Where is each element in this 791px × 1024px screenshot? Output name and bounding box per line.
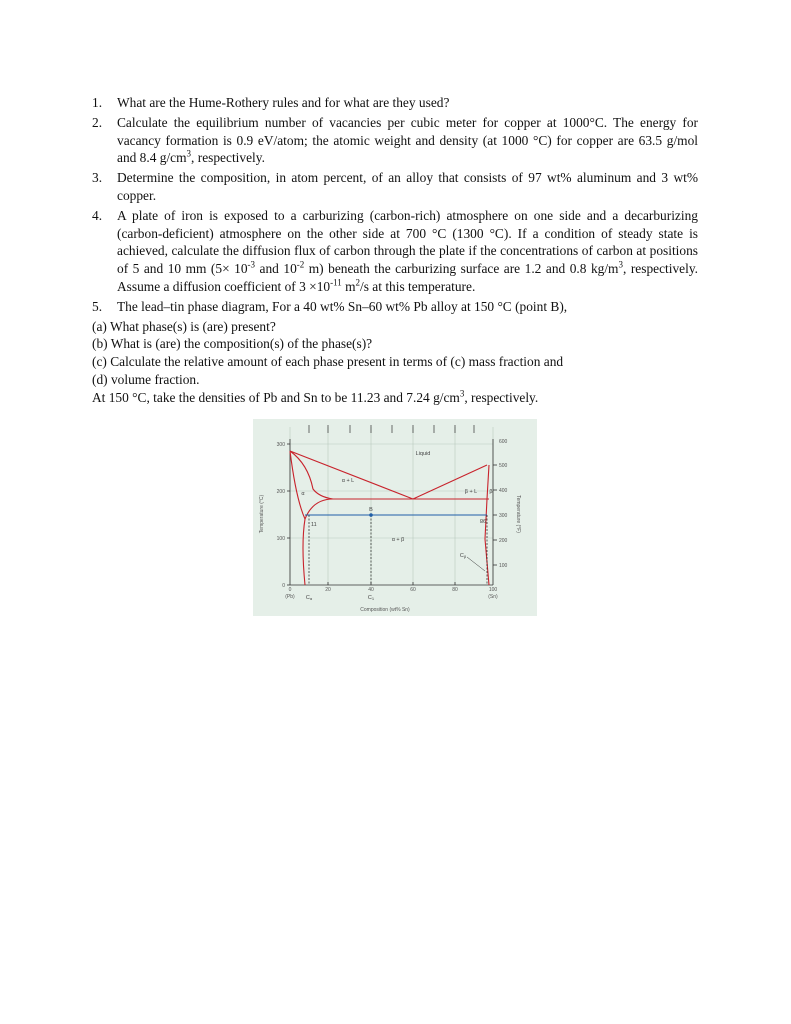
left-tick-label: 100 — [276, 536, 285, 542]
beta-solvus — [485, 465, 489, 585]
c1-label — [368, 595, 375, 601]
x-end-label-left: (Pb) — [285, 594, 295, 600]
region-alpha: α — [301, 491, 305, 497]
question-text: The lead–tin phase diagram, For a 40 wt% Sn–60 wt% Pb alloy at 150 °C (point B), — [117, 298, 568, 314]
superscript: -2 — [296, 259, 305, 270]
composition-markers — [309, 515, 487, 585]
question-1 — [92, 94, 698, 112]
x-end-label-right: (Sn) — [488, 594, 498, 600]
right-tick-label: 600 — [499, 439, 508, 445]
question-4 — [92, 207, 698, 296]
c-beta-label — [460, 553, 467, 559]
x-tick-label: 40 — [368, 587, 374, 593]
left-axis-title: Temperature (°C) — [259, 494, 265, 534]
x-tick-label: 60 — [410, 587, 416, 593]
right-tick-label: 400 — [499, 488, 508, 494]
point-b-dot — [369, 513, 373, 517]
c1-subscript: 1 — [371, 596, 375, 601]
superscript: 3 — [186, 148, 192, 159]
right-tick-label: 200 — [499, 538, 508, 544]
c1-letter: C — [367, 595, 372, 601]
c-beta-letter: C — [459, 553, 464, 559]
superscript: 3 — [459, 388, 465, 399]
axes — [287, 439, 497, 585]
c-beta-leader — [467, 557, 485, 571]
point-b-label: B — [369, 507, 373, 513]
x-axis-title: Composition (wt% Sn) — [360, 607, 410, 613]
phase-diagram-svg — [253, 419, 537, 616]
x-tick-label: 20 — [325, 587, 331, 593]
c-alpha-letter: C — [305, 595, 310, 601]
left-tick-label: 0 — [282, 583, 285, 589]
question-number: 4. — [92, 207, 103, 223]
region-alpha-beta: α + β — [391, 537, 405, 543]
question-text: What are the Hume-Rothery rules and for what are they used? — [117, 95, 450, 110]
superscript: 3 — [618, 259, 623, 270]
region-beta: β — [489, 489, 493, 495]
closing-note: At 150 °C, take the densities of Pb and Sn to be 11.23 and 7.24 $g/cm^3$, respectively. — [92, 388, 539, 405]
question-text: Determine the composition, in atom percent, of an alloy that consists of 97 wt% aluminum and 3 wt% copper. — [117, 170, 698, 203]
right-tick-label: 100 — [499, 563, 508, 569]
left-tick-label: 300 — [276, 442, 285, 448]
question-number: 3. — [92, 170, 103, 186]
question-number: 2. — [92, 114, 103, 130]
subpart-c: (c) Calculate the relative amount of each phase present in terms of (c) mass fraction and — [92, 354, 564, 370]
superscript: -3 — [247, 259, 256, 270]
question-text: Calculate the equilibrium number of vacancies per cubic meter for copper at 1000°C. The energy for vacancy formation is 0.9 eV/atom; the atomic weight and density (at 1000 °C) for copper are 63.5 g/mol and 8.4 $g/cm^3$, respectively. — [117, 114, 698, 166]
subpart-b: (b) What is (are) the composition(s) of the phase(s)? — [92, 336, 373, 352]
right-tick-label: 500 — [499, 463, 508, 469]
right-axis-title: Temperature (°F) — [515, 495, 521, 533]
subpart-d: (d) volume fraction. — [92, 371, 200, 387]
question-sheet — [92, 94, 698, 407]
alpha-solvus-upper — [290, 451, 333, 519]
subpart-a: (a) What phase(s) is (are) present? — [92, 318, 276, 334]
question-number: 1. — [92, 95, 103, 110]
top-ticks — [309, 425, 474, 433]
region-beta-liquid: β + L — [464, 489, 478, 495]
c-alpha-label — [306, 595, 313, 601]
marker-11: 11 — [311, 522, 317, 528]
c-alpha-subscript: α — [309, 596, 313, 601]
lead-tin-phase-diagram — [253, 419, 537, 616]
question-3 — [92, 169, 698, 205]
superscript: -11 — [330, 277, 342, 288]
superscript: 2 — [355, 277, 361, 288]
region-liquid: Liquid — [415, 451, 431, 457]
question-text: A plate of iron is exposed to a carburizing (carbon-rich) atmosphere on one side and a decarburizing (carbon-deficient) atmosphere on the other side at 700 °C (1300 °C). If a condition of steady state is achieved, calculate the diffusion flux of carbon through the plate if the concentrations of carbon at positions of 5 and 10 mm ($5\times 10^{-3}$ and $10^{-2}$ m) beneath the carburizing surface are 1.2 and 0.8 $kg/m^3$, respectively. Assume a diffusion coefficient of $3 \times 10^{-11}$ $m^2/s$ at this temperature. — [117, 207, 699, 294]
question-5 — [92, 298, 698, 316]
x-tick-label: 80 — [452, 587, 458, 593]
phase-boundaries — [290, 451, 489, 585]
c-beta-subscript: β — [463, 554, 467, 559]
alpha-solvus — [303, 519, 305, 585]
marker-98: 98 — [479, 517, 487, 523]
grid — [290, 427, 493, 585]
right-tick-label: 300 — [499, 513, 508, 519]
x-tick-label: 100 — [488, 587, 498, 593]
left-tick-label: 200 — [276, 489, 285, 495]
x-tick-label: 0 — [288, 587, 292, 593]
question-number: 5. — [92, 298, 103, 314]
question-2 — [92, 114, 698, 167]
region-alpha-liquid: α + L — [341, 478, 355, 484]
